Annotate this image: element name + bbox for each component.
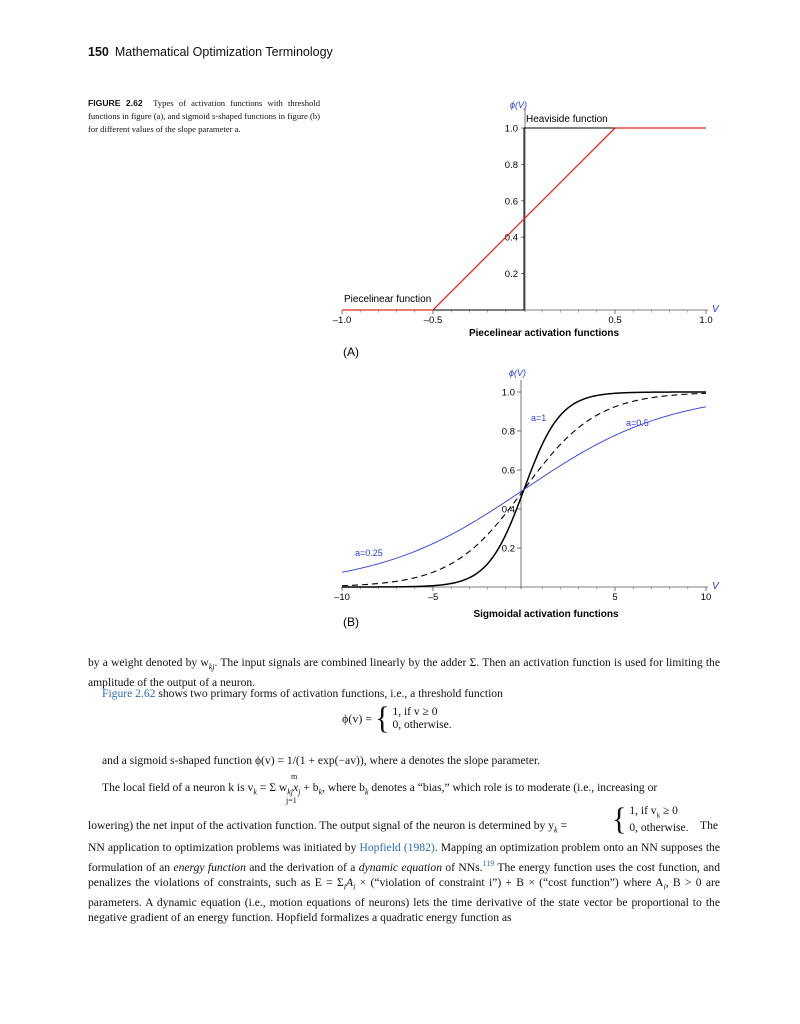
chart-b-ytick-label: 0.6 bbox=[501, 465, 515, 477]
chart-a-xlabel: V bbox=[712, 304, 719, 315]
p5-text: lowering) the net input of the activation function. The output signal of the neuron is determined by y bbox=[88, 819, 555, 832]
equation-output bbox=[612, 802, 689, 837]
p4g: + b bbox=[300, 781, 319, 794]
eq1-case2: 0, otherwise. bbox=[392, 719, 452, 731]
chart-a-title: Piecelinear activation functions bbox=[468, 328, 620, 339]
annotation-piecelinear: Piecelinear function bbox=[344, 294, 432, 305]
caption-label: FIGURE 2.62 bbox=[88, 98, 143, 108]
p4c: = Σ w bbox=[256, 781, 288, 794]
p6c: and the derivation of a bbox=[245, 860, 359, 874]
p6h: , B > 0 are parameters. A dynamic equation (i.e., motion equations of neurons) lets the time derivative of the state vector be proportional to the negative gradient of an energy function. Hopfield formalizes a quadratic energy function as bbox=[88, 875, 720, 925]
chart-a-ytick-label: 0.4 bbox=[504, 232, 518, 244]
p5-end: The bbox=[700, 819, 719, 832]
eq2-cases bbox=[629, 805, 688, 835]
annotation-a-0-5: a=0.5 bbox=[626, 418, 649, 428]
sum-top: m bbox=[291, 772, 298, 781]
annotation-a-1: a=1 bbox=[531, 413, 547, 423]
equation-threshold bbox=[342, 701, 452, 736]
panel-b-label: (B) bbox=[343, 615, 359, 629]
p4f: j bbox=[298, 787, 301, 797]
ref-119[interactable]: 119 bbox=[482, 858, 495, 868]
chart-a-ytick-label: 1.0 bbox=[504, 123, 518, 135]
p6f: A bbox=[346, 875, 354, 889]
p1-text: by a weight denoted by w bbox=[88, 656, 209, 669]
p4i: , where b bbox=[322, 781, 365, 794]
chart-a-xtick-label: 1.0 bbox=[699, 315, 713, 326]
chart-a-ytick-label: 0.6 bbox=[504, 196, 518, 208]
p4j: k bbox=[364, 787, 369, 797]
p6-em1: energy function bbox=[173, 860, 246, 874]
p5-sub: k bbox=[554, 825, 558, 835]
chart-b-xtick-label: 10 bbox=[700, 592, 712, 603]
p6g: × (“violation of constraint i”) + B × (“cost function”) where A bbox=[355, 875, 664, 889]
p3-text: and a sigmoid s-shaped function ϕ(v) = 1/(1 + exp(−av)), where a denotes the slope parameter. bbox=[102, 754, 541, 767]
chart-a-ytick-label: 0.2 bbox=[504, 269, 518, 281]
chart-a bbox=[333, 100, 720, 359]
panel-a-label: (A) bbox=[343, 345, 359, 359]
series-a-0-25 bbox=[342, 407, 706, 572]
chart-b-xtick-label: 5 bbox=[612, 592, 618, 603]
paragraph-5 bbox=[88, 818, 618, 838]
p4h: k bbox=[318, 787, 323, 797]
running-title: Mathematical Optimization Terminology bbox=[114, 45, 333, 59]
p1-rest: . The input signals are combined linearly by the adder Σ. Then an activation function is used for limiting the amplitude of the output of a neuron. bbox=[88, 656, 720, 689]
caption-text: Types of activation functions with threshold functions in figure (a), and sigmoid s-shaped functions in figure (b) for different values of the slope parameter a. bbox=[88, 98, 320, 134]
chart-b-ytick-label: 0.2 bbox=[501, 543, 515, 555]
chart-b-xtick-label: –5 bbox=[427, 592, 439, 603]
p6a: NN application to optimization problems was initiated by bbox=[88, 841, 360, 854]
chart-b-xtick-label: –10 bbox=[334, 592, 350, 603]
chart-b-ytick-label: 0.8 bbox=[501, 426, 515, 438]
chart-b-ylabel: ϕ(V) bbox=[509, 368, 527, 378]
chart-a-ylabel: ϕ(V) bbox=[510, 100, 528, 110]
annotation-heaviside: Heaviside function bbox=[526, 114, 608, 125]
chart-b bbox=[334, 368, 720, 629]
chart-b-ytick-label: 1.0 bbox=[501, 387, 515, 399]
paragraph-2 bbox=[88, 686, 720, 702]
paragraph-4 bbox=[102, 780, 720, 800]
eq1-case1: 1, if v ≥ 0 bbox=[392, 706, 438, 718]
chart-b-xlabel: V bbox=[712, 581, 719, 592]
eq2-case2: 0, otherwise. bbox=[629, 822, 689, 835]
p4e: x bbox=[293, 781, 299, 794]
p4k: denotes a “bias,” which role is to moderate (i.e., increasing or bbox=[368, 781, 658, 794]
chart-a-xtick-label: –1.0 bbox=[332, 315, 352, 326]
p6b: . Mapping an optimization problem onto an NN supposes the formulation of an bbox=[88, 841, 720, 874]
sum-bottom: j=1 bbox=[286, 796, 297, 805]
eq1-cases bbox=[392, 706, 451, 732]
chart-a-xtick-label: –0.5 bbox=[423, 315, 443, 326]
annotation-a-0-25: a=0.25 bbox=[355, 548, 383, 558]
figure-link[interactable]: Figure 2.62 bbox=[102, 687, 156, 700]
p4a: The local field of a neuron k is v bbox=[102, 781, 254, 794]
p4d: kj bbox=[287, 787, 294, 797]
chart-a-xtick-label: 0.5 bbox=[608, 315, 622, 326]
chart-b-title: Sigmoidal activation functions bbox=[473, 609, 619, 620]
eq1-brace: { bbox=[375, 701, 390, 736]
p2-rest: shows two primary forms of activation functions, i.e., a threshold function bbox=[155, 687, 503, 700]
eq1-lhs: ϕ(v) = bbox=[342, 711, 373, 726]
page-number: 150 bbox=[88, 45, 109, 59]
p4b: k bbox=[253, 787, 257, 797]
p6-em2: dynamic equation bbox=[358, 860, 442, 874]
chart-a-ytick-label: 0.8 bbox=[504, 159, 518, 171]
p5-eq: = bbox=[557, 819, 568, 832]
paragraph-3 bbox=[102, 753, 720, 769]
paragraph-6: NN application to optimization problems was initiated by Hopfield (1982). Mapping an optimization problem onto an NN supposes the formulation of an energy function and the derivation of a dynamic equation of NNs.$^{119}$ The energy function uses the cost function, and penalizes the violations of constraints, such as $E = \Sigma_iA_i$ × (“violation of constraint i”) + B × (“cost function”) where $A_i$, B > 0 are parameters. A dynamic equation (i.e., motion equations of neurons) lets the time derivative of the state vector be proportional to the negative gradient of an energy function. Hopfield formalizes a quadratic energy function as bbox=[88, 841, 720, 925]
eq2-brace: { bbox=[612, 802, 627, 837]
p6d: of NNs. bbox=[442, 860, 483, 874]
p6e: The energy function uses the cost function, and penalizes the violations of constraints, such as E = Σ bbox=[88, 860, 720, 889]
chart-b-ytick-label: 0.4 bbox=[501, 504, 515, 516]
hopfield-link[interactable]: Hopfield (1982) bbox=[359, 841, 435, 854]
p1-sub: kj bbox=[208, 662, 215, 672]
eq2-case1: 1, if $v_k \ge 0$ bbox=[629, 805, 678, 820]
